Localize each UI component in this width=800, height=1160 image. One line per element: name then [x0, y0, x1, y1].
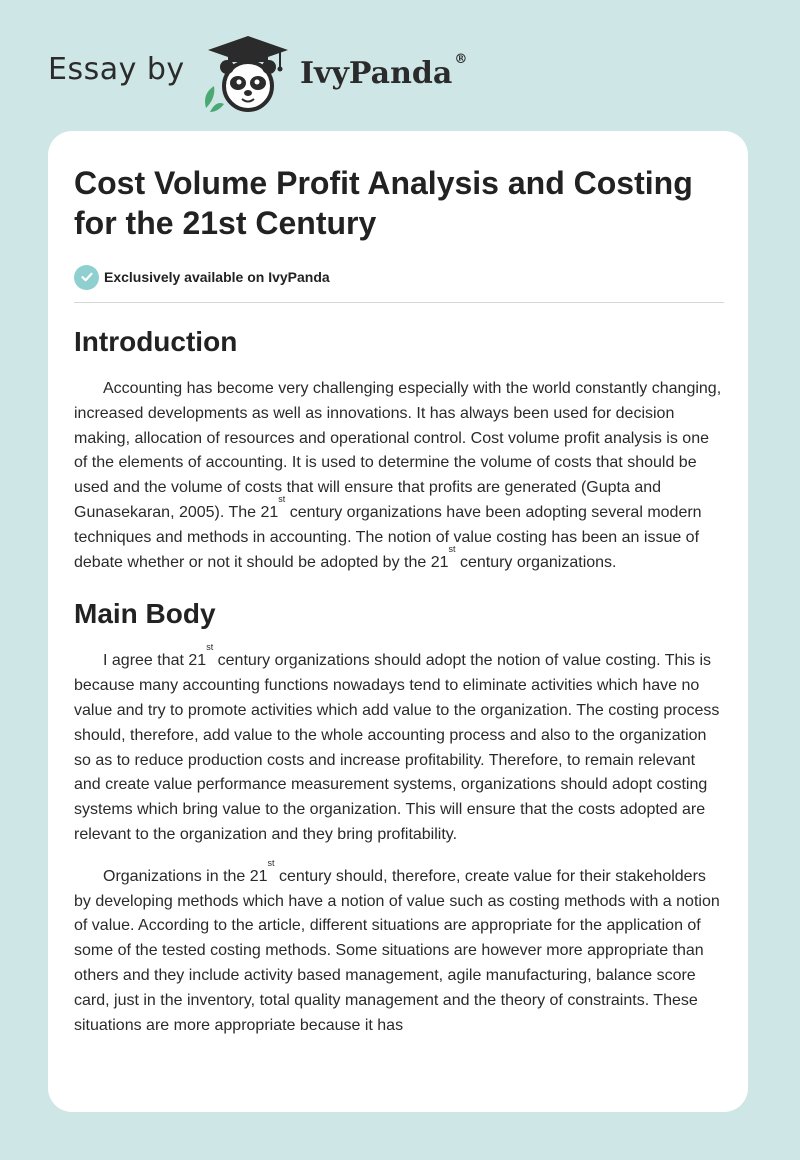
intro-text-1: Accounting has become very challenging especially with the world constantly changing, increased developments as well as innovations. It has always been used for decision making, allocation of resources and operational control. Cost volume profit analysis is one of the elements of accounting. It is used to determine the volume of costs that should be used and the volume of costs that will ensure that profits are generated (Gupta and Gunasekaran, 2005). The 21	[74, 380, 722, 521]
main-body-paragraph-1	[74, 642, 724, 847]
intro-text-2: century organizations have been adopting several modern techniques and methods in accounting. The notion of value costing has been an issue of debate whether or not it should be adopted by the 21	[74, 503, 702, 571]
exclusive-label: Exclusively available on IvyPanda	[104, 269, 330, 285]
main1-sup-1: st	[206, 642, 214, 653]
exclusive-badge	[74, 264, 724, 290]
site-header	[0, 0, 800, 130]
divider	[74, 302, 724, 303]
introduction-heading: Introduction	[74, 326, 238, 357]
intro-sup-2: st	[448, 543, 456, 554]
main1-text-1: I agree that 21	[103, 652, 207, 670]
intro-text-3: century organizations.	[455, 553, 617, 571]
essay-title: Cost Volume Profit Analysis and Costing for the 21st Century	[74, 165, 693, 241]
brand-name	[300, 52, 468, 91]
essay-content	[74, 163, 724, 1038]
check-icon	[74, 265, 99, 290]
main1-text-2: century organizations should adopt the notion of value costing. This is because many accounting functions nowadays tend to eliminate activities which have no value and try to promote activities which add value to the organization. The costing process should, therefore, add value to the whole accounting process and also to the organization so as to reduce production costs and increase profitability. Therefore, to remain relevant and create value performance measurement systems, organizations should adopt costing systems which bring value to the organization. This will ensure that the costs adopted are relevant to the organization and they bring profitability.	[74, 652, 720, 843]
introduction-paragraph	[74, 377, 724, 575]
essay-card	[48, 131, 748, 1112]
brand-text: IvyPanda	[300, 56, 453, 91]
main-body-heading: Main Body	[74, 598, 216, 630]
essay-by-label: Essay by	[48, 52, 185, 87]
main2-text-2: century should, therefore, create value for their stakeholders by developing methods which have a notion of value such as costing methods with a notion of value. According to the article, different situations are appropriate for the application of some of the tested costing methods. Some situations are however more appropriate than others and they include activity based management, agile manufacturing, balance score card, just in the inventory, total quality management and the theory of constraints. These situations are more appropriate because it has	[74, 867, 720, 1034]
registered-mark: ®	[454, 52, 468, 67]
main-body-paragraph-2	[74, 857, 724, 1039]
panda-logo-icon	[200, 34, 296, 114]
intro-sup-1: st	[278, 493, 286, 504]
main2-sup-1: st	[267, 857, 275, 868]
main2-text-1: Organizations in the 21	[103, 867, 268, 885]
